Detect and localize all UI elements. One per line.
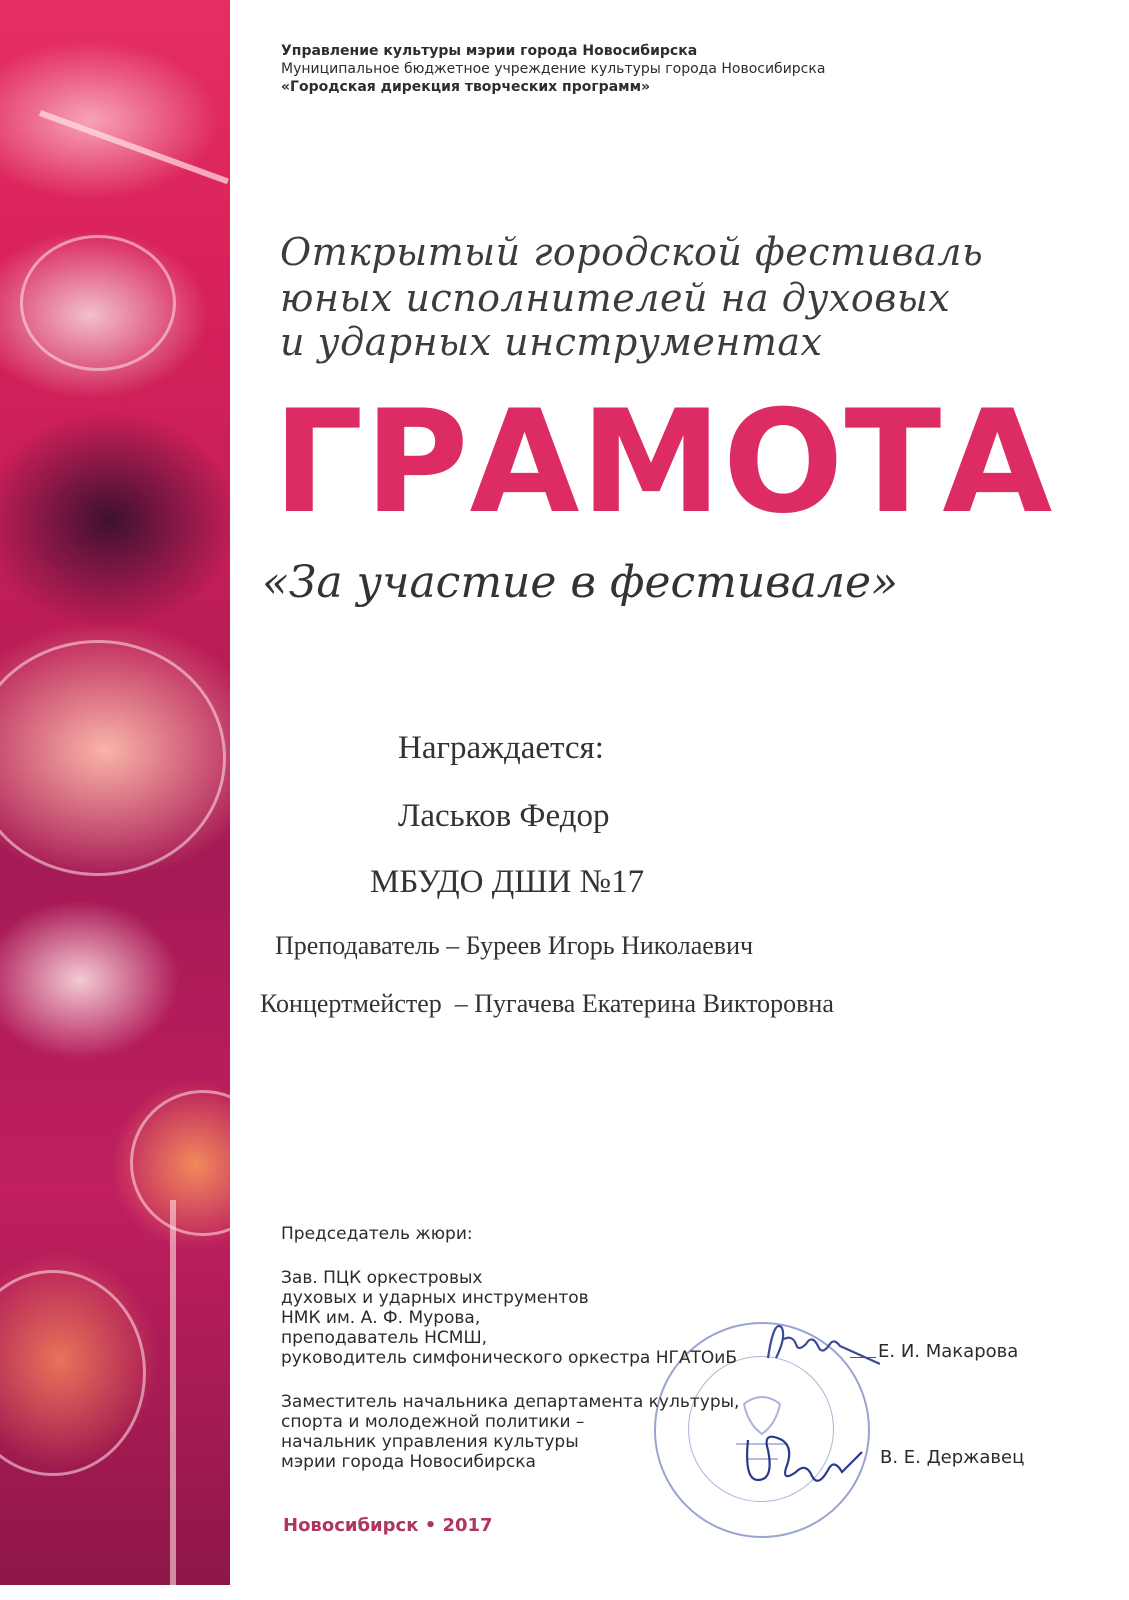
accompanist-line: Концертмейстер – Пугачева Екатерина Викторовна [260, 989, 834, 1018]
deputy-signature [738, 1420, 868, 1490]
teacher-line: Преподаватель – Буреев Игорь Николаевич [275, 931, 754, 960]
awardee-name: Ласьков Федор [398, 798, 610, 834]
deputy-position-4: мэрии города Новосибирска [281, 1452, 536, 1472]
header-line-2: Муниципальное бюджетное учреждение культуры города Новосибирска [281, 61, 826, 77]
chair-signature [760, 1310, 880, 1370]
chair-position-3: НМК им. А. Ф. Мурова, [281, 1308, 481, 1328]
certificate-title: ГРАМОТА [273, 380, 1054, 545]
chair-position-2: духовых и ударных инструментов [281, 1288, 589, 1308]
city-year: Новосибирск • 2017 [283, 1515, 493, 1536]
deputy-position-1: Заместитель начальника департамента культуры, [281, 1392, 740, 1412]
header-line-1: Управление культуры мэрии города Новосибирска [281, 43, 698, 59]
certificate-subtitle: «За участие в фестивале» [262, 557, 899, 608]
decorative-drum-band [0, 0, 230, 1585]
awarded-label: Награждается: [398, 730, 604, 766]
chair-position-5: руководитель симфонического оркестра НГАТОиБ [281, 1348, 738, 1368]
chair-position-1: Зав. ПЦК оркестровых [281, 1268, 483, 1288]
header-line-3: «Городская дирекция творческих программ» [281, 79, 651, 95]
signature-line [850, 1357, 876, 1358]
festival-line-1: Открытый городской фестиваль [280, 230, 984, 274]
jury-chair-label: Председатель жюри: [281, 1224, 473, 1244]
deputy-name: В. Е. Державец [880, 1447, 1025, 1468]
school-name: МБУДО ДШИ №17 [370, 864, 645, 900]
festival-line-3: и ударных инструментах [280, 320, 823, 364]
chair-position-4: преподаватель НСМШ, [281, 1328, 488, 1348]
festival-line-2: юных исполнителей на духовых [280, 276, 951, 320]
chair-name: Е. И. Макарова [878, 1341, 1019, 1362]
deputy-position-2: спорта и молодежной политики – [281, 1412, 585, 1432]
deputy-position-3: начальник управления культуры [281, 1432, 579, 1452]
